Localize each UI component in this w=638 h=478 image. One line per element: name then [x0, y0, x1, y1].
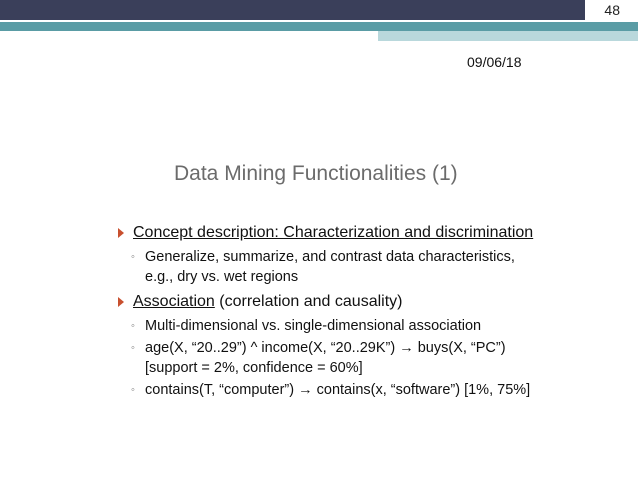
right-triangle-icon — [118, 297, 124, 307]
sub-bullet — [118, 247, 538, 287]
circle-icon: ◦ — [131, 342, 135, 354]
page-number: 48 — [604, 2, 620, 18]
slide-content — [118, 222, 538, 402]
slide-title: Data Mining Functionalities (1) — [174, 162, 458, 185]
bullet-heading: Association — [133, 293, 215, 310]
circle-icon: ◦ — [131, 320, 135, 332]
bullet-concept-description — [118, 222, 538, 243]
right-triangle-icon — [118, 228, 124, 238]
bullet-association — [118, 291, 538, 312]
slide-date: 09/06/18 — [467, 54, 522, 70]
header-bar-teal — [0, 22, 638, 31]
sub-bullet — [118, 380, 538, 400]
circle-icon: ◦ — [131, 251, 135, 263]
sub-bullet-text: Multi-dimensional vs. single-dimensional association — [145, 318, 482, 334]
sub-bullet — [118, 338, 538, 378]
bullet-rest: (correlation and causality) — [214, 293, 403, 310]
circle-icon: ◦ — [131, 384, 135, 396]
sub-bullet-text: Generalize, summarize, and contrast data characteristics, e.g., dry vs. wet regions — [145, 249, 515, 285]
header-bar-teal-light — [378, 31, 638, 41]
sub-bullet-text: age(X, “20..29”) ^ income(X, “20..29K”) → buys(X, “PC”) [support = 2%, confidence = 60%] — [145, 340, 506, 376]
sub-bullet-text: contains(T, “computer”) → contains(x, “software”) [1%, 75%] — [145, 382, 531, 398]
bullet-heading: Concept description: Characterization and discrimination — [133, 224, 534, 241]
header-bar-dark — [0, 0, 585, 20]
sub-bullet — [118, 316, 538, 336]
